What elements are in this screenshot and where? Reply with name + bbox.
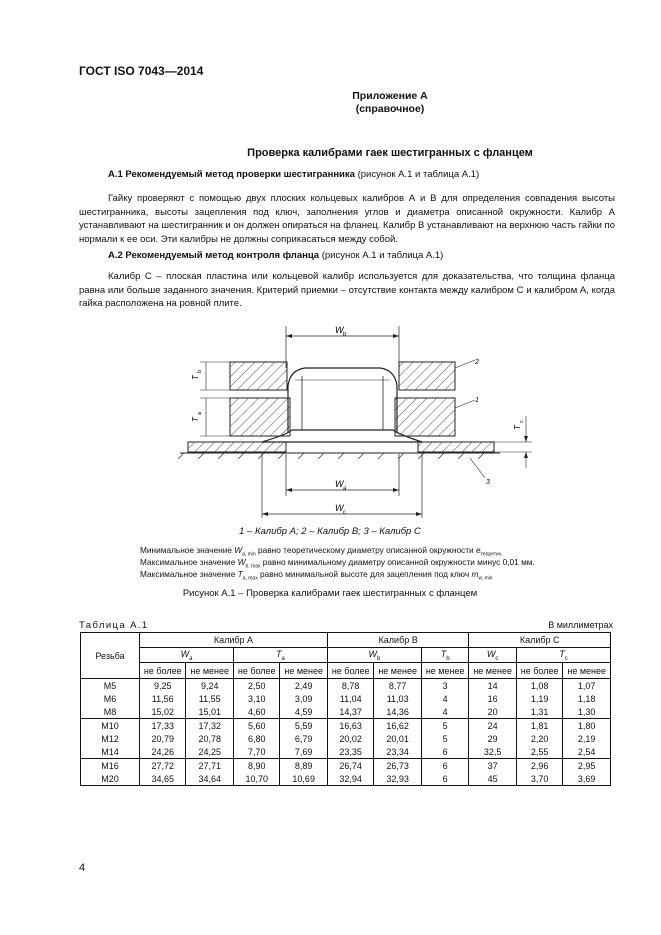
cell: 23,35	[327, 745, 373, 759]
cell: 2,96	[516, 759, 562, 773]
cell: M16	[81, 759, 140, 773]
cell: 5,60	[233, 719, 279, 733]
cell: M6	[81, 692, 140, 705]
cell: 9,25	[140, 679, 186, 693]
th-gauge-c: Калибр С	[469, 633, 611, 648]
cell: 5,59	[280, 719, 328, 733]
cell: 16,62	[374, 719, 422, 733]
cell: 8,90	[233, 759, 279, 773]
gauge-b-left	[230, 362, 287, 390]
th-thread: Резьба	[81, 633, 140, 679]
a2-heading	[108, 250, 443, 261]
cell: 2,50	[233, 679, 279, 693]
cell: 15,02	[140, 705, 186, 719]
cell: 14,36	[374, 705, 422, 719]
th-wa-sub: a	[189, 655, 193, 662]
cell: 45	[469, 772, 517, 786]
cell: 9,24	[186, 679, 234, 693]
note-2-post: равно минимальному диаметру описанной окружности минус 0,01 мм.	[260, 557, 535, 567]
cell: M10	[81, 719, 140, 733]
cell: 1,81	[516, 719, 562, 733]
label-tc-sub: c	[519, 420, 525, 423]
table-a1	[80, 632, 611, 786]
table-row	[81, 679, 611, 693]
note-1-pre: Минимальное значение	[140, 545, 235, 555]
cell: 1,80	[563, 719, 611, 733]
th-wb-max: не более	[327, 663, 373, 679]
th-ta	[233, 648, 327, 663]
label-wb: W	[335, 325, 344, 335]
figure-legend: 1 – Калибр А; 2 – Калибр В; 3 – Калибр С	[239, 526, 421, 537]
cell: 27,71	[186, 759, 234, 773]
label-tb: T	[191, 375, 200, 380]
cell: 3,69	[563, 772, 611, 786]
label-ta-sub: a	[197, 411, 203, 415]
gauge-a-left	[230, 398, 290, 436]
cell: 4	[421, 705, 469, 719]
th-wc	[469, 648, 517, 663]
cell: 3,10	[233, 692, 279, 705]
cell: 2,20	[516, 732, 562, 745]
cell: 15,01	[186, 705, 234, 719]
gauge-a-right	[395, 398, 455, 436]
cell: 4,60	[233, 705, 279, 719]
th-gauge-b: Калибр В	[327, 633, 468, 648]
th-wb-sym: W	[368, 648, 377, 659]
cell: 11,03	[374, 692, 422, 705]
cell: 10,69	[280, 772, 328, 786]
cell: 29	[469, 732, 517, 745]
a1-heading-rest: (рисунок А.1 и таблица А.1)	[354, 169, 480, 180]
th-tc	[516, 648, 610, 663]
note-2-sym: W	[237, 557, 246, 567]
figure-note-3	[140, 568, 493, 585]
label-wa-sub: a	[343, 486, 347, 492]
table-row	[81, 719, 611, 733]
th-tc-sym: T	[559, 648, 565, 659]
th-tb	[421, 648, 469, 663]
th-tb-sub: b	[446, 655, 450, 662]
cell: 6	[421, 772, 469, 786]
nut-body	[288, 368, 397, 440]
cell: 17,32	[186, 719, 234, 733]
note-2-sub: b, max	[245, 563, 261, 570]
cell: 24,25	[186, 745, 234, 759]
th-gauge-a: Калибр А	[140, 633, 328, 648]
table-row	[81, 745, 611, 759]
cell: 32,93	[374, 772, 422, 786]
th-ta-min: не менее	[280, 663, 328, 679]
cell: M5	[81, 679, 140, 693]
a1-text: Гайку проверяют с помощью двух плоских кольцевых калибров А и В для определения совпадения высоты шестигранника, высоты зацепления под ключ, заполнения углов и диаметра описанной окружности. Калибр А устанавливают на шестигранник и он должен опираться на фланец. Калибр В устанавливают на верхнюю часть гайки по нормали к ее оси. Эти калибры не должны соприкасаться между собой.	[79, 193, 615, 245]
th-wc-min: не менее	[469, 663, 517, 679]
note-3-sub: a, max	[242, 575, 258, 582]
cell: 24,26	[140, 745, 186, 759]
cell: 8,78	[327, 679, 373, 693]
label-3: 3	[486, 479, 490, 486]
th-tc-min: не менее	[563, 663, 611, 679]
cell: 34,65	[140, 772, 186, 786]
cell: 7,70	[233, 745, 279, 759]
cell: 23,34	[374, 745, 422, 759]
cell: 2,19	[563, 732, 611, 745]
table-unit: В миллиметрах	[548, 620, 613, 630]
note-2-pre: Максимальное значение	[140, 557, 238, 567]
cell: 2,49	[280, 679, 328, 693]
cell: 14	[469, 679, 517, 693]
cell: 1,31	[516, 705, 562, 719]
cell: 6	[421, 759, 469, 773]
cell: 37	[469, 759, 517, 773]
a1-paragraph	[79, 192, 615, 246]
cell: 20	[469, 705, 517, 719]
cell: 3,70	[516, 772, 562, 786]
cell: 2,95	[563, 759, 611, 773]
th-wa	[140, 648, 234, 663]
label-1: 1	[475, 397, 479, 404]
cell: M14	[81, 745, 140, 759]
cell: M12	[81, 732, 140, 745]
cell: 32,5	[469, 745, 517, 759]
label-tb-sub: b	[197, 369, 203, 373]
th-wa-sym: W	[180, 648, 190, 659]
a1-heading-bold: А.1 Рекомендуемый метод проверки шестигранника	[108, 169, 355, 180]
note-3-sub2: w, min	[478, 575, 493, 582]
cell: 20,01	[374, 732, 422, 745]
table-row	[81, 732, 611, 745]
th-ta-max: не более	[233, 663, 279, 679]
gauge-c-left	[188, 442, 286, 452]
document-code: ГОСТ ISO 7043—2014	[79, 64, 204, 78]
label-wa: W	[335, 479, 344, 489]
cell: 24	[469, 719, 517, 733]
cell: 8,89	[280, 759, 328, 773]
cell: 34,64	[186, 772, 234, 786]
a2-paragraph	[79, 270, 615, 311]
cell: 1,08	[516, 679, 562, 693]
table-row	[81, 692, 611, 705]
cell: 6,80	[233, 732, 279, 745]
note-1-sym: W	[234, 545, 243, 555]
note-3-pre: Максимальное значение	[140, 569, 238, 579]
cell: 5	[421, 719, 469, 733]
cell: 20,02	[327, 732, 373, 745]
th-wb	[327, 648, 421, 663]
th-tb-sym: T	[440, 648, 447, 659]
th-wa-max: не более	[140, 663, 186, 679]
th-tc-max: не более	[516, 663, 562, 679]
cell: 11,04	[327, 692, 373, 705]
cell: 11,55	[186, 692, 234, 705]
cell: 6	[421, 745, 469, 759]
th-tc-sub: c	[564, 655, 568, 662]
cell: 20,78	[186, 732, 234, 745]
cell: 17,33	[140, 719, 186, 733]
label-wc: W	[335, 503, 344, 513]
note-1-sym2: e	[475, 545, 481, 555]
cell: 7,69	[280, 745, 328, 759]
note-3-sym2: m	[471, 569, 479, 579]
annex-subtitle: (справочное)	[355, 103, 425, 115]
a2-heading-rest: (рисунок А.1 и таблица А.1)	[319, 250, 444, 261]
cell: 2,54	[563, 745, 611, 759]
note-3-sym: T	[237, 569, 243, 579]
th-ta-sub: a	[281, 655, 285, 662]
gauge-c-right	[418, 442, 494, 452]
figure-gauges	[170, 318, 540, 523]
note-1-sub2: теоретич.	[480, 551, 503, 558]
cell: 16	[469, 692, 517, 705]
th-wc-sym: W	[486, 648, 496, 659]
label-ta: T	[191, 417, 200, 422]
th-wa-min: не менее	[186, 663, 234, 679]
cell: 3,09	[280, 692, 328, 705]
a1-heading	[108, 169, 479, 180]
cell: 5	[421, 732, 469, 745]
table-row	[81, 772, 611, 786]
a2-text: Калибр С – плоская пластина или кольцевой калибр используется для доказательства, что толщина фланца равна или больше заданного значения. Критерий приемки – отсутствие контакта между калибром С и калибром А, когда гайка расположена на ровной плите.	[79, 271, 615, 310]
cell: 2,55	[516, 745, 562, 759]
a2-heading-bold: А.2 Рекомендуемый метод контроля фланца	[108, 250, 320, 261]
label-wb-sub: b	[343, 332, 347, 338]
th-wb-sub: b	[377, 655, 381, 662]
cell: 3	[421, 679, 469, 693]
label-wc-sub: c	[343, 510, 346, 516]
cell: 8,77	[374, 679, 422, 693]
cell: 1,19	[516, 692, 562, 705]
table-label: Таблица А.1	[79, 620, 149, 631]
cell: 10,70	[233, 772, 279, 786]
cell: M8	[81, 705, 140, 719]
cell: 6,79	[280, 732, 328, 745]
cell: 1,30	[563, 705, 611, 719]
cell: 26,73	[374, 759, 422, 773]
th-wb-min: не менее	[374, 663, 422, 679]
cell: 16,63	[327, 719, 373, 733]
section-heading: Проверка калибрами гаек шестигранных с фланцем	[247, 147, 533, 159]
gauge-b-right	[399, 362, 455, 390]
page-number: 4	[79, 862, 86, 874]
cell: 20,79	[140, 732, 186, 745]
note-3-post: равно минимальной высоте для зацепления под ключ	[257, 569, 472, 579]
label-2: 2	[475, 359, 479, 366]
th-tb-min: не менее	[421, 663, 469, 679]
cell: 14,37	[327, 705, 373, 719]
cell: 32,94	[327, 772, 373, 786]
th-ta-sym: T	[276, 648, 282, 659]
note-1-sub: a, min	[242, 551, 256, 558]
figure-caption: Рисунок А.1 – Проверка калибрами гаек шестигранных с фланцем	[182, 588, 478, 599]
cell: M20	[81, 772, 140, 786]
table-row	[81, 759, 611, 773]
table-row	[81, 705, 611, 719]
annex-title: Приложение А	[352, 90, 428, 102]
cell: 1,18	[563, 692, 611, 705]
table-body	[81, 679, 611, 786]
cell: 11,56	[140, 692, 186, 705]
cell: 4	[421, 692, 469, 705]
label-tc: T	[513, 425, 522, 430]
th-wc-sub: c	[495, 655, 499, 662]
cell: 26,74	[327, 759, 373, 773]
cell: 4,59	[280, 705, 328, 719]
cell: 1,07	[563, 679, 611, 693]
note-1-post: равно теоретическому диаметру описанной окружности	[255, 545, 476, 555]
cell: 27,72	[140, 759, 186, 773]
